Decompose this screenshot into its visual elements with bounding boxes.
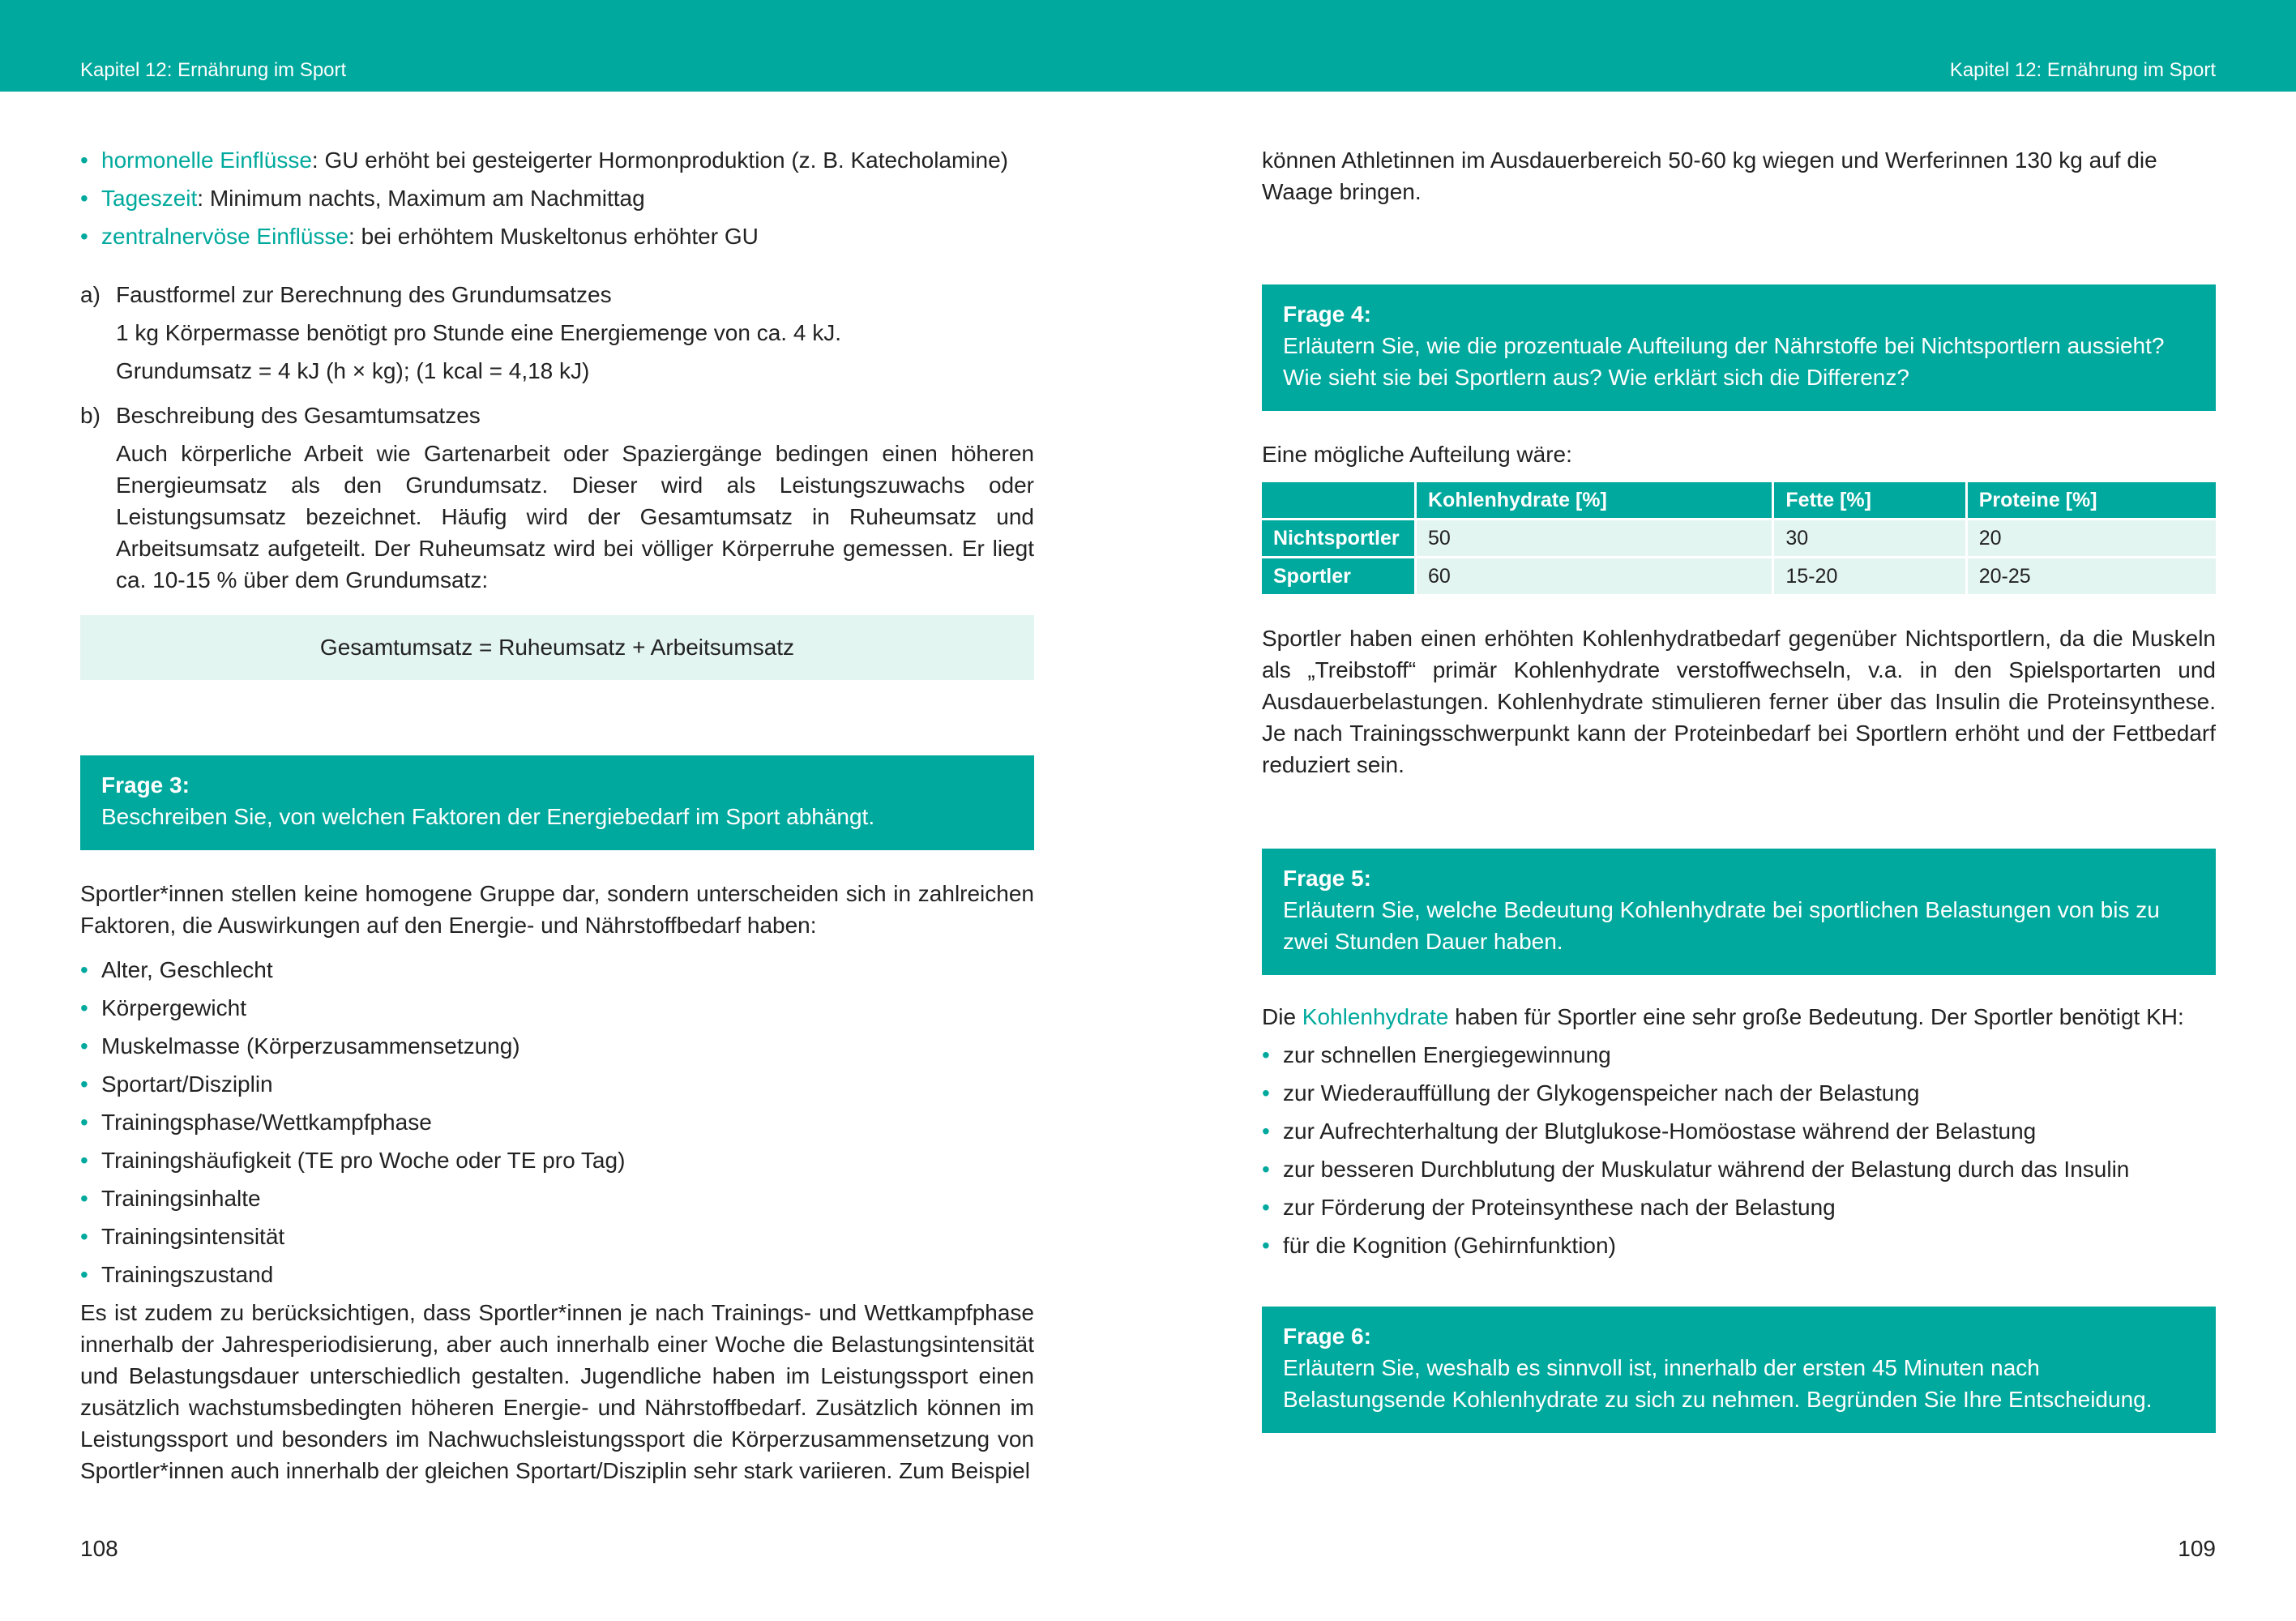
list-item: • zur Aufrechterhaltung der Blutglukose-Homöostase während der Belastung	[1262, 1115, 2216, 1147]
question-6-box	[1262, 1307, 2216, 1433]
list-item: • zur Wiederauffüllung der Glykogenspeicher nach der Belastung	[1262, 1077, 2216, 1109]
factors-intro: Sportler*innen stellen keine homogene Gruppe dar, sondern unterscheiden sich in zahlreichen Faktoren, die Auswirkungen auf den Energie- und Nährstoffbedarf haben:	[80, 881, 1034, 938]
item-a-marker: a)	[80, 282, 100, 307]
list-text: : GU erhöht bei gesteigerter Hormonproduktion (z. B. Katecholamine)	[311, 148, 1009, 173]
list-item: • zur schnellen Energiegewinnung	[1262, 1039, 2216, 1071]
kh-reasons-list	[1262, 1039, 2216, 1261]
table-header-cell: Kohlenhydrate [%]	[1417, 482, 1772, 518]
list-item: • Alter, Geschlecht	[80, 954, 1034, 986]
list-item	[80, 144, 1034, 176]
right-page-column	[1262, 144, 2216, 1433]
item-a-title: Faustformel zur Berechnung des Grundumsatzes	[116, 282, 612, 307]
table-cell: 60	[1417, 558, 1772, 594]
table-row	[1262, 520, 2216, 556]
item-b	[80, 400, 1034, 596]
table-row-label: Sportler	[1262, 558, 1414, 594]
kh-intro-pre: Die	[1262, 1004, 1302, 1029]
list-item: • Trainingshäufigkeit (TE pro Woche oder TE pro Tag)	[80, 1144, 1034, 1176]
list-term: hormonelle Einflüsse	[101, 148, 312, 173]
list-item: • Trainingsinhalte	[80, 1183, 1034, 1214]
left-page-column	[80, 144, 1034, 1486]
table-row	[1262, 558, 2216, 594]
page-number-right: 109	[2178, 1536, 2216, 1561]
table-cell: 15-20	[1774, 558, 1965, 594]
list-item	[80, 182, 1034, 214]
list-item: • Sportart/Disziplin	[80, 1068, 1034, 1100]
formula-box	[80, 615, 1034, 680]
question-5-text: Erläutern Sie, welche Bedeutung Kohlenhydrate bei sportlichen Belastungen von bis zu zwei Stunden Dauer haben.	[1283, 897, 2160, 954]
table-header-cell: Fette [%]	[1774, 482, 1965, 518]
list-item: • Trainingsphase/Wettkampfphase	[80, 1106, 1034, 1138]
list-item: • für die Kognition (Gehirnfunktion)	[1262, 1230, 2216, 1261]
question-3-box	[80, 755, 1034, 850]
chapter-header-bar	[0, 0, 2296, 92]
table-intro: Eine mögliche Aufteilung wäre:	[1262, 442, 1572, 467]
question-6-title: Frage 6:	[1283, 1324, 1371, 1349]
item-a	[80, 279, 1034, 387]
list-term: Tageszeit	[101, 186, 198, 211]
question-4-text: Erläutern Sie, wie die prozentuale Aufteilung der Nährstoffe bei Nichtsportlern aussieht? Wie sieht sie bei Sportlern aus? Wie erklärt sich die Differenz?	[1283, 333, 2165, 390]
table-cell: 30	[1774, 520, 1965, 556]
table-row-label: Nichtsportler	[1262, 520, 1414, 556]
list-text: : Minimum nachts, Maximum am Nachmittag	[197, 186, 645, 211]
list-text: : bei erhöhtem Muskeltonus erhöhter GU	[348, 224, 759, 249]
chapter-title-right: Kapitel 12: Ernährung im Sport	[1949, 59, 2216, 81]
question-6-text: Erläutern Sie, weshalb es sinnvoll ist, innerhalb der ersten 45 Minuten nach Belastungsende Kohlenhydrate zu sich zu nehmen. Begründen Sie Ihre Entscheidung.	[1283, 1355, 2153, 1412]
nutrient-table	[1259, 480, 2218, 597]
influence-list	[80, 144, 1034, 252]
list-item: • Körpergewicht	[80, 992, 1034, 1024]
formula-text: Gesamtumsatz = Ruheumsatz + Arbeitsumsatz	[319, 635, 795, 660]
continuation-paragraph: können Athletinnen im Ausdauerbereich 50-60 kg wiegen und Werferinnen 130 kg auf die Waage bringen.	[1262, 148, 2157, 204]
table-cell: 50	[1417, 520, 1772, 556]
question-5-title: Frage 5:	[1283, 866, 1371, 891]
list-item: • Muskelmasse (Körperzusammensetzung)	[80, 1030, 1034, 1062]
kh-intro	[1262, 1001, 2216, 1033]
explanation-paragraph: Sportler haben einen erhöhten Kohlenhydratbedarf gegenüber Nichtsportlern, da die Muskeln als „Treibstoff“ primär Kohlenhydrate verstoffwechseln, v.a. in den Spielsportarten und Ausdauerbelastungen. Kohlenhydrate stimulieren ferner über das Insulin die Proteinsynthese. Je nach Trainingsschwerpunkt kann der Proteinbedarf bei Sportlern erhöht und der Fettbedarf reduziert sein.	[1262, 626, 2216, 777]
question-3-title: Frage 3:	[101, 772, 190, 798]
table-header-cell: Proteine [%]	[1968, 482, 2216, 518]
table-header-cell	[1262, 482, 1414, 518]
table-cell: 20-25	[1968, 558, 2216, 594]
list-item: • Trainingszustand	[80, 1259, 1034, 1290]
item-a-line1: 1 kg Körpermasse benötigt pro Stunde eine Energiemenge von ca. 4 kJ.	[116, 320, 841, 345]
factors-list	[80, 954, 1034, 1290]
item-a-line2: Grundumsatz = 4 kJ (h × kg); (1 kcal = 4,18 kJ)	[116, 358, 590, 383]
list-item: • zur Förderung der Proteinsynthese nach der Belastung	[1262, 1191, 2216, 1223]
item-b-title: Beschreibung des Gesamtumsatzes	[116, 403, 481, 428]
item-b-marker: b)	[80, 403, 100, 428]
table-cell: 20	[1968, 520, 2216, 556]
table-header-row	[1262, 482, 2216, 518]
closing-paragraph: Es ist zudem zu berücksichtigen, dass Sportler*innen je nach Trainings- und Wettkampfphase innerhalb der Jahresperiodisierung, aber auch innerhalb einer Woche die Belastungsintensität und Belastungsdauer unterschiedlich gestalten. Jugendliche haben im Leistungssport einen zusätzlich wachstumsbedingten höheren Energie- und Nährstoffbedarf. Zusätzlich können im Leistungssport und besonders im Nachwuchsleistungssport die Körperzusammensetzung von Sportler*innen auch innerhalb der gleichen Sportart/Disziplin sehr stark variieren. Zum Beispiel	[80, 1300, 1034, 1483]
page-number-left: 108	[80, 1536, 118, 1561]
list-term: zentralnervöse Einflüsse	[101, 224, 349, 249]
question-3-text: Beschreiben Sie, von welchen Faktoren der Energiebedarf im Sport abhängt.	[101, 804, 875, 829]
kh-intro-post: haben für Sportler eine sehr große Bedeutung. Der Sportler benötigt KH:	[1448, 1004, 2184, 1029]
kh-intro-term: Kohlenhydrate	[1302, 1004, 1449, 1029]
question-5-box	[1262, 849, 2216, 975]
list-item: • Trainingsintensität	[80, 1221, 1034, 1252]
chapter-title-left: Kapitel 12: Ernährung im Sport	[80, 59, 347, 81]
question-4-box	[1262, 284, 2216, 411]
question-4-title: Frage 4:	[1283, 302, 1371, 327]
list-item: • zur besseren Durchblutung der Muskulatur während der Belastung durch das Insulin	[1262, 1153, 2216, 1185]
list-item	[80, 220, 1034, 252]
item-b-body: Auch körperliche Arbeit wie Gartenarbeit oder Spaziergänge bedingen einen höheren Energieumsatz als den Grundumsatz. Dieser wird als Leistungszuwachs oder Leistungsumsatz bezeichnet. Häufig wird der Gesamtumsatz in Ruheumsatz und Arbeitsumsatz aufgeteilt. Der Ruheumsatz wird bei völliger Körperruhe gemessen. Er liegt ca. 10-15 % über dem Grundumsatz:	[116, 441, 1034, 592]
